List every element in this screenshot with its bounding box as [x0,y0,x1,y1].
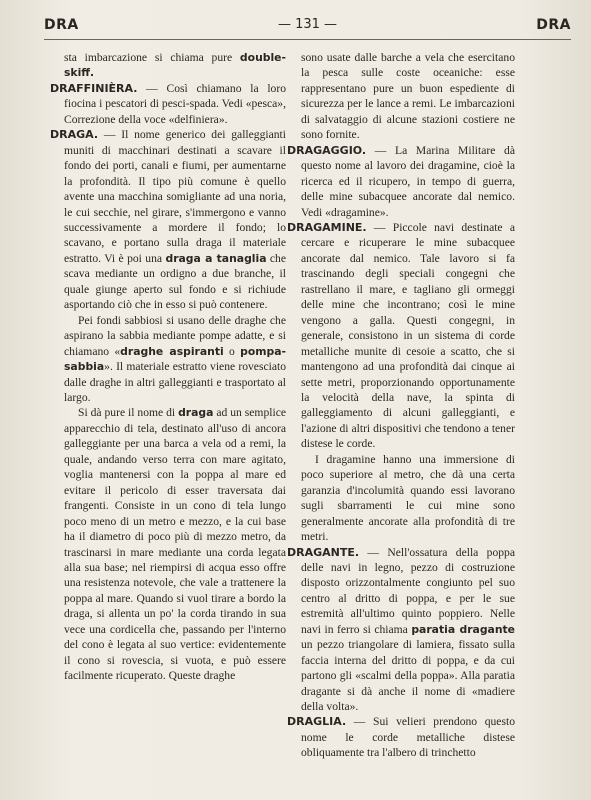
entry-paragraph [50,405,286,683]
entry-headword: DRAGAMINE. [287,220,367,234]
header-left-guide-word: DRA [44,17,79,33]
entry-text: Pei fondi sabbiosi si usano delle draghe che aspirano la sabbia mediante pompe adatte, e si chiamano « [64,313,286,358]
entry-headword: DRAFFINIÈRA. [50,81,138,95]
entry-text: — Sui velieri prendono questo nome le corde metalliche distese obliquamente tra l'albero di trinchetto [301,715,515,760]
entry-headword: DRAGAGGIO. [287,143,367,157]
bold-term: draga a tanaglia [165,251,267,265]
bold-term: pompa-sabbia [64,344,287,374]
entry-text: un pezzo triangolare di lamiera, fissato sulla faccia interna del dritto di poppa, e da cui partono gli «scalmi della poppa». Alla paratia dragante si dà anche il nome di «madiere della volta». [301,638,515,714]
dictionary-entry [50,81,286,127]
right-column [287,50,515,761]
entry-text: sta imbarcazione si chiama pure [64,51,240,64]
header-right-guide-word: DRA [536,17,571,33]
entry-headword: DRAGANTE. [287,545,360,559]
entry-headword: DRAGLIA. [287,715,347,729]
entry-text: ». Il materiale estratto viene rovesciato dalle draghe in altri galleggianti e trasportato al largo. [64,360,286,404]
entry-text: — Piccole navi destinate a cercare e ricuperare le mine subacquee ancorate dal nemico. Tale lavoro si fa trascinando degli speciali congegni che rastrellano il mare, e tagliano gli ormeggi delle mine che incontrano; così le mine vengono a galla. Questi congegni, in generale, consistono in un sistema di corde metalliche munite di cesoie a scatto, che si mantengono ad una profondità dai cinque ai sette metri, proporzionando opportunamente la velocità della nave, la spinta di galleggiamento di alcuni galleggianti, e l'azione di altri dispositivi che tendono a tener distese le corde. [301,220,515,451]
bold-term: double-skiff. [64,51,286,80]
entry-paragraph [50,50,286,81]
entry-paragraph [50,313,286,406]
entry-headword: DRAGA. [50,128,99,142]
dictionary-entry [287,545,515,715]
entry-text: — Così chiamano la loro fiocina i pescatori di pesci-spada. Vedi «pesca», Correzione della voce «delfiniera». [64,81,286,126]
entry-text: che scava mediante un ordigno a due branche, il quale giunge aperto sul fondo e si richiude asportando ciò che in esso si può contenere. [64,251,286,312]
page-number: — 131 — [277,17,338,32]
entry-paragraph [287,452,515,545]
dictionary-entry [287,714,515,760]
entry-text: I dragamine hanno una immersione di poco superiore al metro, che dà una certa garanzia d'incolumità quando essi lavorano sugli sbarramenti le cui mine sono generalmente ancorate alla profondità di tre metri. [301,452,515,544]
entry-text: — Il nome generico dei galleggianti muniti di macchinari destinati a scavare il fondo dei porti, canali e fiumi, per aumentarne la profondità. Il tipo più comune è quello avente una macchina somigliante ad una noria, le cui secchie, nel girare, s'immergono e vanno successivamente a mordere il fondo; lo scavano, e portano sulla draga il materiale estratto. Vi è poi una [64,128,286,265]
entry-text: sono usate dalle barche a vela che esercitano la pesca sulle coste oceaniche: esse rappresentano pure un buon espediente di sicurezza per le lance a remi. Le imbarcazioni di salvataggio di alcune stazioni costiere ne sono fornite. [301,51,515,142]
bold-term: draga [178,406,214,420]
header-rule [44,39,571,40]
running-header [44,17,571,37]
dictionary-entry [50,127,286,312]
bold-term: draghe aspiranti [120,344,224,358]
entry-text: — Nell'ossatura della poppa delle navi in legno, pezzo di costruzione disposto orizzontalmente congiunto pel suo centro al dritto di poppa, e per le sue estremità all'ultimo quinto poppiero. Nelle navi in ferro si chiama [301,545,515,636]
entry-text: — La Marina Militare dà questo nome al lavoro dei dragamine, cioè la ricerca ed il ricupero, in tempo di guerra, delle mine subacquee ancorate dal nemico. Vedi «dragamine». [301,143,515,219]
entry-text: o [223,344,241,358]
dictionary-entry [287,220,515,452]
left-column [50,50,286,684]
entry-text: ad un semplice apparecchio di tela, destinato all'uso di ancora galleggiante per una barca a vela od a remi, la quale, andando verso terra con mare agitato, voglia mantenersi con la poppa al mare ed evitare il pericolo di esser traversata dai frangenti. Consiste in un cono di tela lungo poco meno di un metro e mezzo, e la cui base ha il diametro di poco più di mezzo metro, da trascinarsi in mare mediante una corda legata alla sua base; nel riempirsi di acqua esso offre una resistenza notevole, che vale a trattenere la poppa al mare. Quando si vuol tirare a bordo la draga, si allenta un po' la corda tirando in sua vece una cordicella che, passando per l'interno del cono è legata al suo vertice: evidentemente il cono si rovescia, si vuota, e può essere facilmente ricuperato. Queste draghe [64,406,286,683]
entry-text: Si dà pure il nome di [78,406,179,420]
dictionary-entry [287,143,515,220]
entry-paragraph [287,50,515,143]
bold-term: paratia dragante [411,622,516,636]
